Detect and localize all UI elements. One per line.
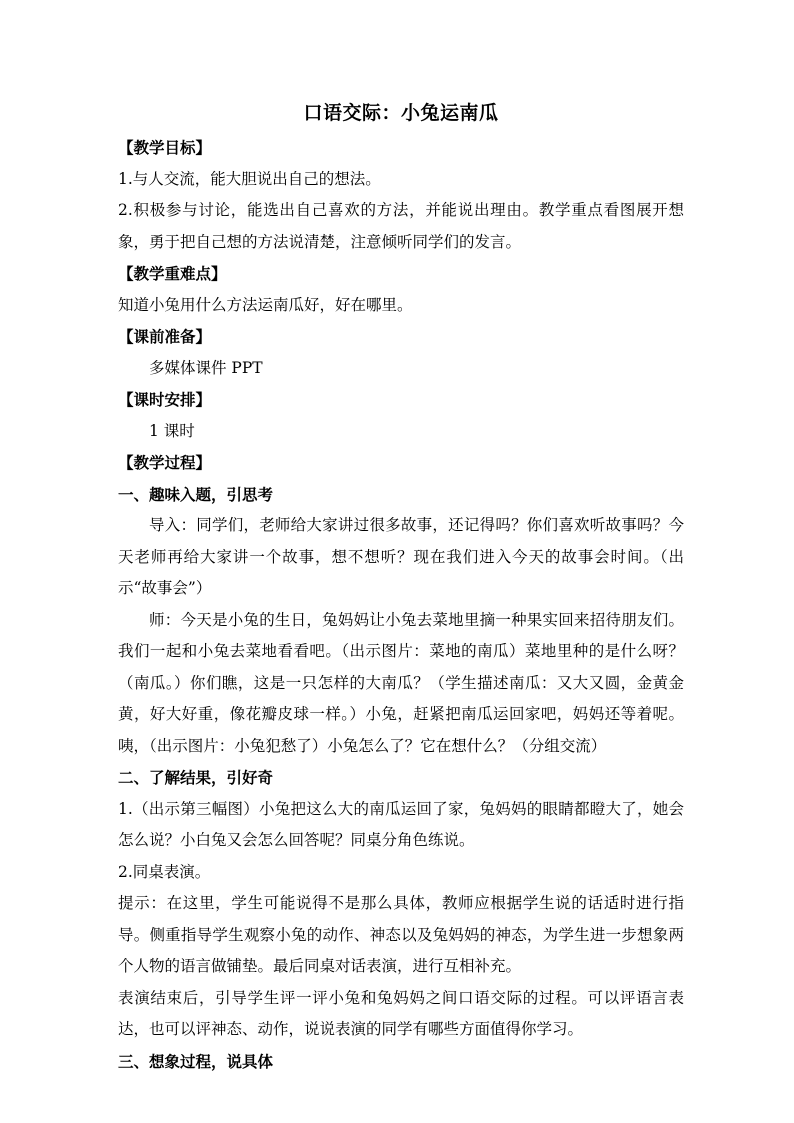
objective-item-2: 2.积极参与讨论，能选出自己喜欢的方法，并能说出理由。教学重点看图展开想象，勇于把自己想的方法说清楚，注意倾听同学们的发言。 [118, 201, 684, 251]
objective-item-1: 1.与人交流，能大胆说出自己的想法。 [118, 169, 381, 188]
page-title: 口语交际：小兔运南瓜 [303, 102, 499, 124]
process-heading: 【教学过程】 [118, 453, 212, 472]
difficulty-heading: 【教学重难点】 [118, 264, 227, 283]
part1-paragraph-2: 师：今天是小兔的生日，兔妈妈让小兔去菜地里摘一种果实回来招待朋友们。我们一起和小兔去菜地看看吧。（出示图片：菜地的南瓜）菜地里种的是什么呀？（南瓜。）你们瞧，这是一只怎样的大南瓜？（学生描述南瓜：又大又圆，金黄金黄，好大好重，像花瓣皮球一样。）小兔，赶紧把南瓜运回家吧，妈妈还等着呢。咦，（出示图片：小兔犯愁了）小兔怎么了？它在想什么？（分组交流） [118, 610, 684, 755]
preparation-text: 多媒体课件 PPT [149, 358, 263, 377]
document-body [118, 100, 684, 1077]
schedule-heading: 【课时安排】 [118, 390, 212, 409]
objectives-heading: 【教学目标】 [118, 138, 212, 157]
part2-item-2: 2.同桌表演。 [118, 862, 211, 881]
part1-paragraph-1: 导入：同学们，老师给大家讲过很多故事，还记得吗？你们喜欢听故事吗？今天老师再给大家讲一个故事，想不想听？现在我们进入今天的故事会时间。（出示“故事会”） [118, 516, 684, 597]
part2-heading: 二、了解结果，引好奇 [118, 768, 274, 787]
part2-after: 表演结束后，引导学生评一评小兔和兔妈妈之间口语交际的过程。可以评语言表达，也可以评神态、动作，说说表演的同学有哪些方面值得你学习。 [118, 988, 684, 1038]
preparation-heading: 【课前准备】 [118, 327, 212, 346]
schedule-text: 1 课时 [149, 421, 195, 440]
part3-heading: 三、想象过程，说具体 [118, 1051, 274, 1071]
part2-tip: 提示：在这里，学生可能说得不是那么具体，教师应根据学生说的话适时进行指导。侧重指导学生观察小兔的动作、神态以及兔妈妈的神态，为学生进一步想象两个人物的语言做铺垫。最后同桌对话表演，进行互相补充。 [118, 894, 684, 975]
part1-heading: 一、趣味入题，引思考 [118, 484, 274, 504]
difficulty-text: 知道小兔用什么方法运南瓜好，好在哪里。 [118, 295, 413, 314]
part2-item-1: 1.（出示第三幅图）小兔把这么大的南瓜运回了家，兔妈妈的眼睛都瞪大了，她会怎么说？小白兔又会怎么回答呢？同桌分角色练说。 [118, 799, 684, 849]
